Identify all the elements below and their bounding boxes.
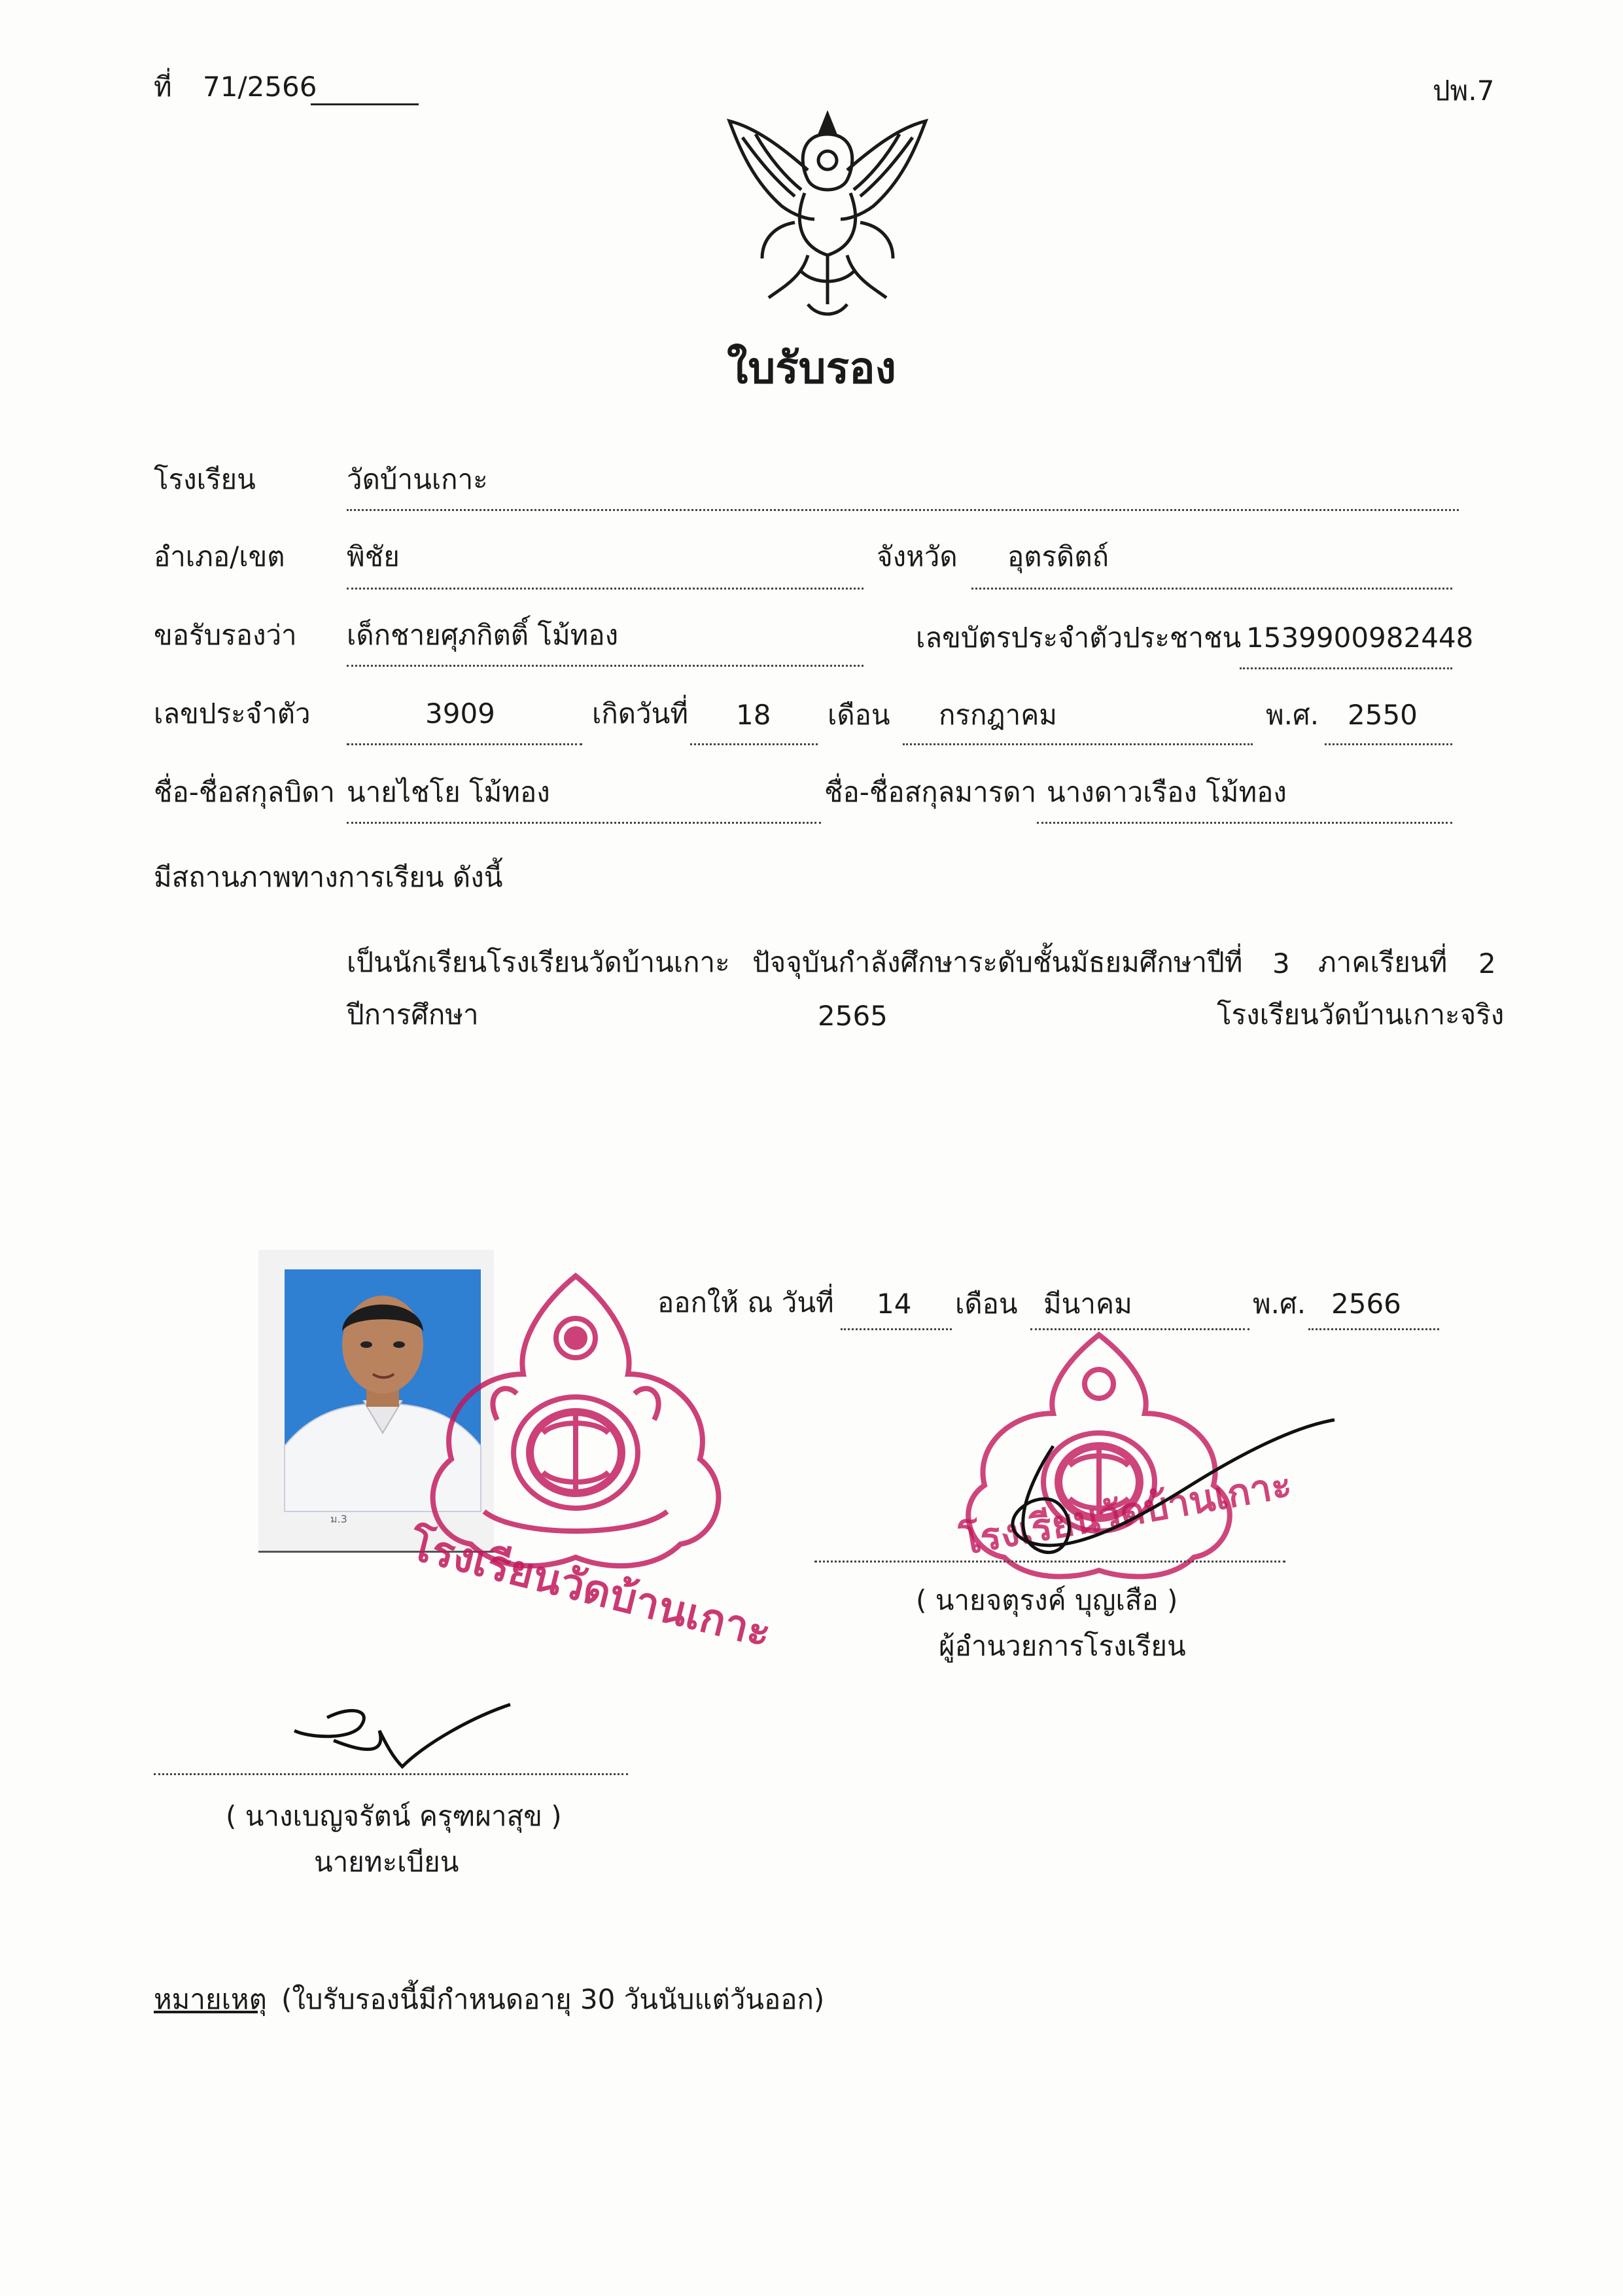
birth-year-value: 2550 — [1348, 699, 1418, 731]
mother-value: นางดาวเรือง โม้ทอง — [1047, 776, 1287, 808]
mother-label: ชื่อ-ชื่อสกุลมารดา — [824, 776, 1037, 808]
issue-label: ออกให้ ณ วันที่ — [657, 1286, 834, 1318]
director-title: ผู้อำนวยการโรงเรียน — [939, 1630, 1186, 1662]
status-semester: 2 — [1478, 947, 1496, 980]
certify-label: ขอรับรองว่า — [154, 619, 297, 651]
doc-no-value: 71/2566 — [203, 71, 317, 103]
birth-year-dotline — [1325, 743, 1452, 745]
province-label: จังหวัด — [877, 540, 958, 573]
status-year-label: ปีการศึกษา — [347, 998, 479, 1031]
director-name: ( นายจตุรงค์ บุญเสือ ) — [916, 1584, 1178, 1616]
document-title: ใบรับรอง — [727, 343, 896, 393]
father-label: ชื่อ-ชื่อสกุลบิดา — [154, 776, 335, 808]
birth-day-value: 18 — [736, 699, 771, 731]
issue-day: 14 — [877, 1288, 912, 1320]
issue-month: มีนาคม — [1043, 1288, 1132, 1320]
registrar-sign-dotline — [154, 1773, 628, 1775]
province-value: อุตรดิตถ์ — [1007, 540, 1109, 573]
student-id-value: 3909 — [425, 698, 495, 730]
form-code: ปพ.7 — [1433, 75, 1495, 107]
district-label: อำเภอ/เขต — [154, 540, 285, 573]
birth-day-dotline — [690, 743, 818, 745]
stamp-text-left: โรงเรียนวัดบ้านเกาะ — [404, 1521, 776, 1658]
mother-dotline — [1037, 822, 1452, 824]
birth-year-label: พ.ศ. — [1266, 699, 1319, 731]
school-dotline — [347, 509, 1459, 511]
birth-month-label: เดือน — [828, 699, 890, 731]
doc-no-underline — [311, 103, 419, 105]
district-value: พิชัย — [347, 540, 400, 573]
stamp-text-right: โรงเรียนวัดบ้านเกาะ — [956, 1461, 1295, 1564]
idcard-label: เลขบัตรประจำตัวประชาชน — [916, 622, 1242, 654]
father-value: นายไชโย โม้ทอง — [347, 776, 550, 808]
status-semester-label: ภาคเรียนที่ — [1318, 946, 1448, 978]
status-line1-a: เป็นนักเรียนโรงเรียนวัดบ้านเกาะ — [347, 946, 730, 978]
birth-day-label: เกิดวันที่ — [592, 698, 689, 730]
student-id-label: เลขประจำตัว — [154, 698, 311, 730]
director-sign-dotline — [814, 1561, 1285, 1563]
status-heading: มีสถานภาพทางการเรียน ดังนี้ — [154, 861, 503, 893]
student-id-dotline — [347, 743, 582, 745]
school-value: วัดบ้านเกาะ — [347, 463, 488, 495]
certify-value: เด็กชายศุภกิตติ์ โม้ทอง — [347, 619, 619, 651]
doc-no-label: ที่ — [154, 71, 172, 103]
note-text: (ใบรับรองนี้มีกำหนดอายุ 30 วันนับแต่วันออก) — [281, 1983, 825, 2015]
garuda-emblem-icon — [723, 108, 932, 324]
birth-month-dotline — [903, 743, 1253, 745]
director-signature — [968, 1407, 1348, 1577]
birth-month-value: กรกฎาคม — [939, 699, 1057, 731]
father-dotline — [347, 822, 821, 824]
school-label: โรงเรียน — [154, 463, 256, 495]
issue-year-label: พ.ศ. — [1253, 1288, 1306, 1320]
province-dotline — [971, 588, 1452, 590]
status-line1-b: ปัจจุบันกำลังศึกษาระดับชั้นมัธยมศึกษาปีที่ — [752, 946, 1243, 978]
issue-month-label: เดือน — [955, 1288, 1018, 1320]
status-year: 2565 — [818, 1000, 888, 1032]
issue-year: 2566 — [1331, 1288, 1401, 1320]
registrar-title: นายทะเบียน — [314, 1846, 459, 1878]
status-grade: 3 — [1272, 947, 1290, 980]
photo-caption: ม.3 — [330, 1513, 347, 1525]
note-label: หมายเหตุ — [154, 1983, 267, 2015]
idcard-dotline — [1240, 667, 1452, 669]
certify-dotline — [347, 665, 864, 667]
status-line2-end: โรงเรียนวัดบ้านเกาะจริง — [1217, 998, 1505, 1031]
idcard-value: 1539900982448 — [1246, 622, 1474, 654]
issue-year-dotline — [1308, 1328, 1439, 1330]
registrar-name: ( นางเบญจรัตน์ ครุฑผาสุข ) — [226, 1800, 562, 1832]
registrar-signature — [288, 1691, 523, 1776]
district-dotline — [347, 588, 864, 590]
